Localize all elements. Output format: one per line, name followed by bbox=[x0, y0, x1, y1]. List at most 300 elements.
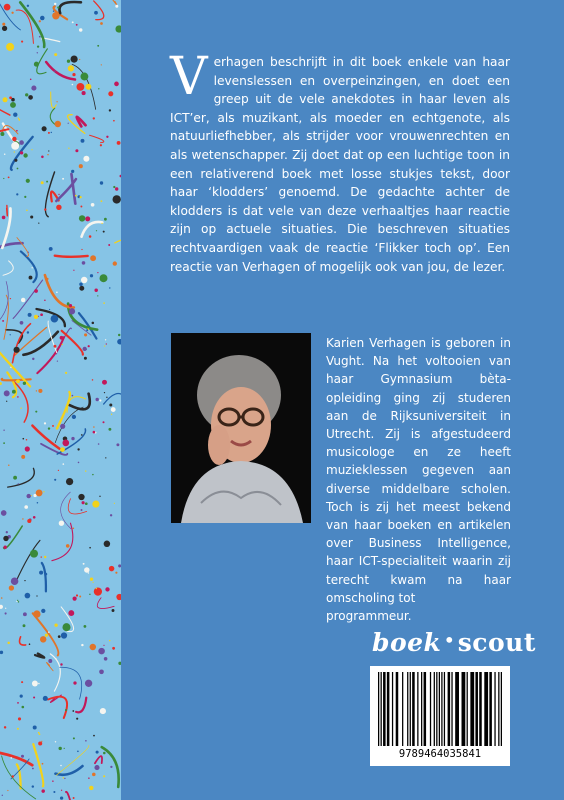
paint-dot bbox=[14, 151, 15, 152]
barcode-bar bbox=[455, 672, 459, 746]
paint-dot bbox=[62, 623, 70, 631]
paint-dot bbox=[7, 642, 9, 644]
paint-dot bbox=[18, 118, 19, 119]
logo-dot: • bbox=[443, 628, 456, 652]
paint-dot bbox=[48, 150, 49, 151]
paint-dot bbox=[41, 156, 44, 159]
paint-dot bbox=[52, 425, 54, 427]
paint-dot bbox=[93, 582, 94, 583]
paint-dot bbox=[90, 274, 93, 277]
paint-dot bbox=[96, 588, 97, 589]
paint-dot bbox=[73, 681, 76, 684]
paint-dot bbox=[43, 696, 48, 701]
paint-dot bbox=[32, 358, 34, 360]
paint-dot bbox=[76, 83, 84, 91]
paint-dot bbox=[34, 315, 38, 319]
paint-drip bbox=[55, 766, 82, 775]
paint-dot bbox=[108, 428, 111, 431]
paint-dot bbox=[104, 392, 105, 393]
paint-dot bbox=[101, 200, 103, 202]
paint-dot bbox=[39, 571, 43, 575]
paint-drip bbox=[37, 337, 64, 373]
paint-dot bbox=[52, 12, 59, 19]
paint-dot bbox=[48, 132, 50, 134]
paint-drip bbox=[42, 563, 46, 591]
paint-dot bbox=[3, 178, 4, 179]
barcode-bar bbox=[451, 672, 452, 746]
paint-dot bbox=[89, 547, 91, 549]
paint-dot bbox=[78, 462, 80, 464]
barcode bbox=[370, 666, 510, 766]
paint-dot bbox=[33, 610, 40, 617]
paint-dot bbox=[51, 315, 59, 323]
paint-drip bbox=[95, 756, 102, 763]
paint-dot bbox=[98, 648, 105, 655]
paint-dot bbox=[58, 747, 61, 750]
paint-dot bbox=[0, 605, 3, 609]
barcode-bar bbox=[402, 672, 403, 746]
paint-dot bbox=[62, 440, 69, 447]
paint-drip bbox=[104, 394, 121, 405]
paint-dot bbox=[91, 203, 95, 207]
paint-dot bbox=[27, 331, 29, 333]
paint-dot bbox=[94, 11, 98, 15]
paint-dot bbox=[21, 681, 23, 683]
paint-dot bbox=[12, 137, 16, 141]
barcode-bar bbox=[396, 672, 399, 746]
blurb-text bbox=[170, 47, 510, 276]
paint-dot bbox=[23, 153, 27, 157]
paint-dot bbox=[104, 657, 108, 661]
bio-body: Karien Verhagen is geboren in Vught. Na het voltooien van haar Gymnasium bèta-opleiding ging zij studeren aan de Rijksuniversiteit in Utrecht. Zij is afgestudeerd musicologe en ze heeft muzieklessen gegeven aan diverse middelbare scholen. Toch is zij het meest bekend van haar boeken en artikelen over Business Intelligence, haar ICT-specialiteit waarin zij terecht kwam na haar omscholing tot bbox=[326, 336, 511, 605]
paint-dot bbox=[99, 669, 104, 674]
paint-dot bbox=[96, 751, 99, 754]
paint-dot bbox=[113, 261, 117, 265]
paint-dot bbox=[82, 91, 86, 95]
paint-dot bbox=[55, 658, 56, 659]
paint-dot bbox=[105, 587, 109, 591]
paint-dot bbox=[83, 563, 85, 565]
paint-drip bbox=[32, 426, 59, 449]
paint-dot bbox=[22, 518, 23, 519]
paint-dot bbox=[86, 329, 88, 331]
paint-dot bbox=[32, 768, 34, 770]
paint-dot bbox=[38, 683, 40, 685]
paint-dot bbox=[45, 634, 48, 637]
paint-dot bbox=[11, 142, 19, 150]
paint-dot bbox=[83, 347, 87, 351]
paint-dot bbox=[21, 41, 23, 43]
paint-drip bbox=[82, 222, 103, 237]
paint-dot bbox=[12, 775, 14, 777]
paint-dot bbox=[30, 550, 38, 558]
paint-dot bbox=[79, 286, 84, 291]
paint-dot bbox=[98, 88, 99, 89]
paint-dot bbox=[114, 503, 115, 504]
barcode-bar bbox=[467, 672, 468, 746]
paint-dot bbox=[8, 465, 9, 466]
paint-drip bbox=[0, 753, 32, 766]
paint-dot bbox=[92, 322, 95, 325]
paint-dot bbox=[104, 218, 107, 221]
paint-dot bbox=[13, 113, 17, 117]
paint-dot bbox=[0, 382, 2, 385]
paint-dot bbox=[100, 274, 108, 282]
barcode-bar bbox=[412, 672, 415, 746]
paint-dot bbox=[60, 336, 64, 340]
paint-dot bbox=[2, 795, 3, 796]
paint-dot bbox=[49, 247, 53, 251]
barcode-bar bbox=[392, 672, 393, 746]
paint-dot bbox=[18, 601, 19, 602]
paint-dot bbox=[40, 16, 45, 21]
paint-splatter-strip bbox=[0, 0, 121, 800]
barcode-bar bbox=[498, 672, 499, 746]
paint-dot bbox=[44, 556, 46, 558]
paint-dot bbox=[4, 153, 5, 154]
barcode-bar bbox=[407, 672, 408, 746]
paint-dot bbox=[28, 313, 32, 317]
paint-dot bbox=[2, 320, 4, 322]
barcode-bar bbox=[475, 672, 478, 746]
paint-dot bbox=[10, 757, 12, 759]
paint-drip bbox=[62, 331, 83, 355]
paint-dot bbox=[26, 179, 30, 183]
paint-dot bbox=[103, 775, 105, 777]
paint-dot bbox=[84, 333, 87, 336]
drop-cap: V bbox=[170, 47, 208, 107]
paint-dot bbox=[38, 222, 39, 223]
paint-dot bbox=[48, 427, 50, 429]
paint-dot bbox=[79, 282, 83, 286]
paint-dot bbox=[29, 276, 33, 280]
paint-dot bbox=[22, 438, 24, 440]
paint-dot bbox=[33, 516, 36, 519]
barcode-bar bbox=[489, 672, 492, 746]
paint-dot bbox=[104, 345, 105, 346]
paint-dot bbox=[69, 308, 75, 314]
paint-dot bbox=[41, 741, 42, 742]
paint-dot bbox=[9, 96, 12, 99]
paint-dot bbox=[89, 786, 93, 790]
paint-dot bbox=[71, 170, 74, 173]
paint-dot bbox=[6, 43, 14, 51]
paint-dot bbox=[45, 573, 48, 576]
paint-dot bbox=[25, 593, 31, 599]
paint-dot bbox=[21, 298, 25, 302]
paint-dot bbox=[16, 193, 18, 195]
paint-dot bbox=[105, 339, 106, 340]
paint-drip bbox=[76, 698, 86, 713]
paint-drip bbox=[77, 117, 86, 127]
barcode-bar bbox=[383, 672, 386, 746]
paint-drip bbox=[68, 499, 87, 514]
paint-dot bbox=[54, 479, 56, 481]
paint-dot bbox=[23, 624, 26, 627]
paint-dot bbox=[29, 643, 31, 645]
paint-dot bbox=[89, 235, 92, 238]
paint-dot bbox=[81, 277, 87, 283]
paint-dot bbox=[115, 187, 118, 190]
paint-dot bbox=[17, 728, 19, 730]
paint-dot bbox=[68, 123, 69, 124]
paint-dot bbox=[44, 208, 46, 210]
paint-dot bbox=[88, 345, 90, 347]
paint-drip bbox=[97, 598, 114, 609]
paint-dot bbox=[18, 717, 21, 720]
paint-drip bbox=[13, 280, 42, 318]
paint-dot bbox=[61, 790, 62, 791]
paint-dot bbox=[31, 149, 32, 150]
paint-dot bbox=[94, 288, 97, 291]
paint-dot bbox=[75, 195, 77, 197]
paint-dot bbox=[108, 244, 110, 246]
paint-dot bbox=[36, 595, 37, 596]
paint-dot bbox=[54, 624, 57, 627]
paint-dot bbox=[10, 298, 11, 299]
paint-dot bbox=[36, 390, 37, 391]
paint-dot bbox=[10, 367, 11, 368]
paint-dot bbox=[115, 5, 118, 8]
paint-drip bbox=[52, 523, 73, 560]
paint-drip bbox=[60, 667, 82, 699]
paint-dot bbox=[24, 505, 28, 509]
paint-dot bbox=[48, 631, 50, 633]
paint-dot bbox=[37, 45, 39, 47]
paint-dot bbox=[112, 647, 115, 650]
paint-dot bbox=[4, 4, 11, 11]
paint-dot bbox=[38, 741, 42, 745]
paint-dot bbox=[11, 577, 19, 585]
paint-dot bbox=[18, 483, 19, 484]
barcode-bar bbox=[434, 672, 435, 746]
paint-dot bbox=[75, 149, 78, 152]
paint-dot bbox=[37, 502, 39, 504]
paint-dot bbox=[43, 491, 44, 492]
paint-dot bbox=[113, 120, 115, 122]
paint-dot bbox=[110, 766, 112, 768]
paint-drip bbox=[59, 2, 81, 13]
paint-dot bbox=[84, 567, 89, 572]
bio-last-word: programmeur. bbox=[326, 609, 412, 624]
paint-dot bbox=[66, 478, 73, 485]
paint-dot bbox=[58, 470, 59, 471]
paint-dot bbox=[92, 501, 99, 508]
paint-dot bbox=[24, 580, 25, 581]
paint-dot bbox=[58, 653, 59, 654]
paint-dot bbox=[113, 195, 121, 203]
paint-dot bbox=[26, 210, 28, 212]
paint-dot bbox=[59, 521, 64, 526]
paint-dot bbox=[17, 702, 19, 704]
paint-drip bbox=[36, 309, 64, 326]
paint-dot bbox=[13, 347, 19, 353]
paint-dot bbox=[103, 645, 104, 646]
paint-dot bbox=[103, 752, 106, 755]
paint-dot bbox=[68, 65, 74, 71]
paint-dot bbox=[93, 117, 95, 119]
paint-dot bbox=[32, 681, 38, 687]
paint-dot bbox=[32, 785, 34, 787]
paint-dot bbox=[21, 455, 25, 459]
paint-dot bbox=[25, 446, 30, 451]
paint-dot bbox=[0, 651, 3, 654]
paint-dot bbox=[11, 12, 13, 14]
paint-dot bbox=[26, 494, 30, 498]
paint-dot bbox=[109, 404, 112, 407]
paint-dot bbox=[26, 439, 28, 441]
paint-dot bbox=[96, 398, 99, 401]
paint-dot bbox=[100, 22, 103, 25]
paint-dot bbox=[13, 476, 17, 480]
paint-dot bbox=[92, 379, 94, 381]
barcode-bar bbox=[494, 672, 495, 746]
paint-dot bbox=[85, 502, 88, 505]
paint-dot bbox=[65, 709, 67, 711]
paint-dot bbox=[97, 295, 98, 296]
paint-dot bbox=[105, 457, 106, 458]
paint-drip bbox=[102, 0, 117, 5]
barcode-bar bbox=[448, 672, 451, 746]
paint-dot bbox=[57, 6, 59, 8]
paint-dot bbox=[97, 272, 98, 273]
paint-dot bbox=[72, 84, 74, 86]
paint-dot bbox=[58, 635, 61, 638]
paint-dot bbox=[55, 121, 62, 128]
paint-dot bbox=[35, 411, 37, 413]
paint-dot bbox=[2, 26, 7, 31]
paint-dot bbox=[27, 5, 29, 7]
paint-dot bbox=[109, 109, 111, 111]
paint-dot bbox=[92, 773, 96, 777]
paint-dot bbox=[3, 97, 8, 102]
paint-dot bbox=[100, 708, 106, 714]
paint-dot bbox=[71, 437, 74, 440]
publisher-logo bbox=[372, 628, 536, 657]
paint-dot bbox=[73, 597, 77, 601]
paint-dot bbox=[12, 390, 16, 394]
blurb-body: erhagen beschrijft in dit boek enkele van haar levenslessen en overpeinzingen, en doet een greep uit de vele anekdotes in haar leven als ICT’er, als muzikant, als moeder en echtgenote, als natuurliefhebber, als strijder voor vrouwenrechten en als wetenschapper. Zij doet dat op een luchtige toon in een relativerend boek met losse stukjes tekst, door haar ‘klodders’ genoemd. De gedachte achter de klodders is dat vele van deze verhaaltjes haar reactie zijn op actuele situaties. Die beschreven situaties rechtvaardigen vaak de reactie ‘Flikker toch op’. Een reactie van Verhagen of mogelijk ook van jou, de lezer. bbox=[170, 55, 510, 274]
paint-dot bbox=[34, 62, 39, 67]
paint-dot bbox=[97, 45, 99, 47]
paint-dot bbox=[72, 710, 74, 712]
paint-drip bbox=[48, 697, 67, 718]
paint-dot bbox=[53, 11, 54, 12]
paint-dot bbox=[72, 73, 75, 76]
author-photo bbox=[171, 333, 311, 523]
paint-drip bbox=[2, 379, 31, 381]
paint-drip bbox=[35, 654, 44, 658]
author-bio bbox=[326, 334, 511, 625]
barcode-bar bbox=[479, 672, 482, 746]
paint-dot bbox=[82, 501, 85, 504]
paint-dot bbox=[60, 765, 62, 767]
barcode-bar bbox=[381, 672, 382, 746]
paint-dot bbox=[108, 91, 113, 96]
paint-dot bbox=[112, 609, 115, 612]
splatter-art bbox=[0, 0, 121, 800]
paint-dot bbox=[76, 594, 78, 596]
paint-dot bbox=[92, 474, 93, 475]
paint-drip bbox=[33, 744, 43, 786]
paint-dot bbox=[17, 396, 19, 398]
paint-dot bbox=[10, 334, 11, 335]
paint-dot bbox=[62, 178, 64, 180]
paint-dot bbox=[14, 159, 17, 162]
paint-dot bbox=[113, 186, 115, 188]
paint-dot bbox=[76, 24, 78, 26]
paint-dot bbox=[111, 407, 116, 412]
paint-dot bbox=[21, 706, 24, 709]
paint-dot bbox=[90, 578, 93, 581]
paint-dot bbox=[42, 763, 44, 765]
paint-dot bbox=[30, 79, 32, 81]
paint-dot bbox=[28, 252, 29, 253]
paint-dot bbox=[72, 415, 76, 419]
paint-dot bbox=[79, 596, 81, 598]
barcode-bars bbox=[378, 672, 502, 746]
paint-dot bbox=[2, 23, 5, 26]
paint-dot bbox=[57, 360, 58, 361]
paint-dot bbox=[81, 139, 85, 143]
isbn-number: 9789464035841 bbox=[398, 748, 482, 760]
paint-dot bbox=[56, 205, 61, 210]
paint-dot bbox=[49, 309, 50, 310]
paint-dot bbox=[33, 726, 37, 730]
paint-dot bbox=[19, 140, 24, 145]
paint-dot bbox=[77, 448, 79, 450]
paint-dot bbox=[90, 255, 96, 261]
paint-dot bbox=[2, 216, 6, 220]
paint-dot bbox=[38, 389, 42, 393]
paint-dot bbox=[44, 422, 46, 424]
paint-drip bbox=[20, 2, 44, 47]
paint-drip bbox=[2, 756, 36, 799]
paint-dot bbox=[79, 215, 85, 221]
barcode-bar bbox=[444, 672, 445, 746]
barcode-bar bbox=[501, 672, 502, 746]
paint-dot bbox=[3, 442, 5, 444]
paint-dot bbox=[100, 144, 102, 146]
paint-dot bbox=[93, 431, 96, 434]
paint-dot bbox=[102, 421, 104, 423]
paint-dot bbox=[20, 695, 23, 698]
paint-dot bbox=[80, 206, 82, 208]
paint-dot bbox=[60, 424, 65, 429]
paint-dot bbox=[54, 70, 55, 71]
paint-dot bbox=[20, 151, 23, 154]
paint-dot bbox=[56, 101, 57, 102]
paint-dot bbox=[73, 527, 75, 529]
paint-dot bbox=[63, 463, 65, 465]
barcode-bar bbox=[421, 672, 422, 746]
paint-dot bbox=[104, 541, 111, 548]
paint-dot bbox=[99, 496, 100, 497]
paint-dot bbox=[16, 601, 17, 602]
paint-drip bbox=[7, 205, 8, 215]
paint-dot bbox=[73, 797, 75, 799]
paint-dot bbox=[42, 126, 47, 131]
logo-part-scout: scout bbox=[457, 628, 536, 657]
barcode-bar bbox=[417, 672, 418, 746]
paint-dot bbox=[101, 64, 102, 65]
paint-dot bbox=[46, 278, 48, 280]
paint-dot bbox=[64, 748, 65, 749]
paint-dot bbox=[40, 636, 46, 642]
paint-dot bbox=[20, 321, 24, 325]
paint-dot bbox=[79, 164, 83, 168]
paint-dot bbox=[7, 790, 8, 791]
